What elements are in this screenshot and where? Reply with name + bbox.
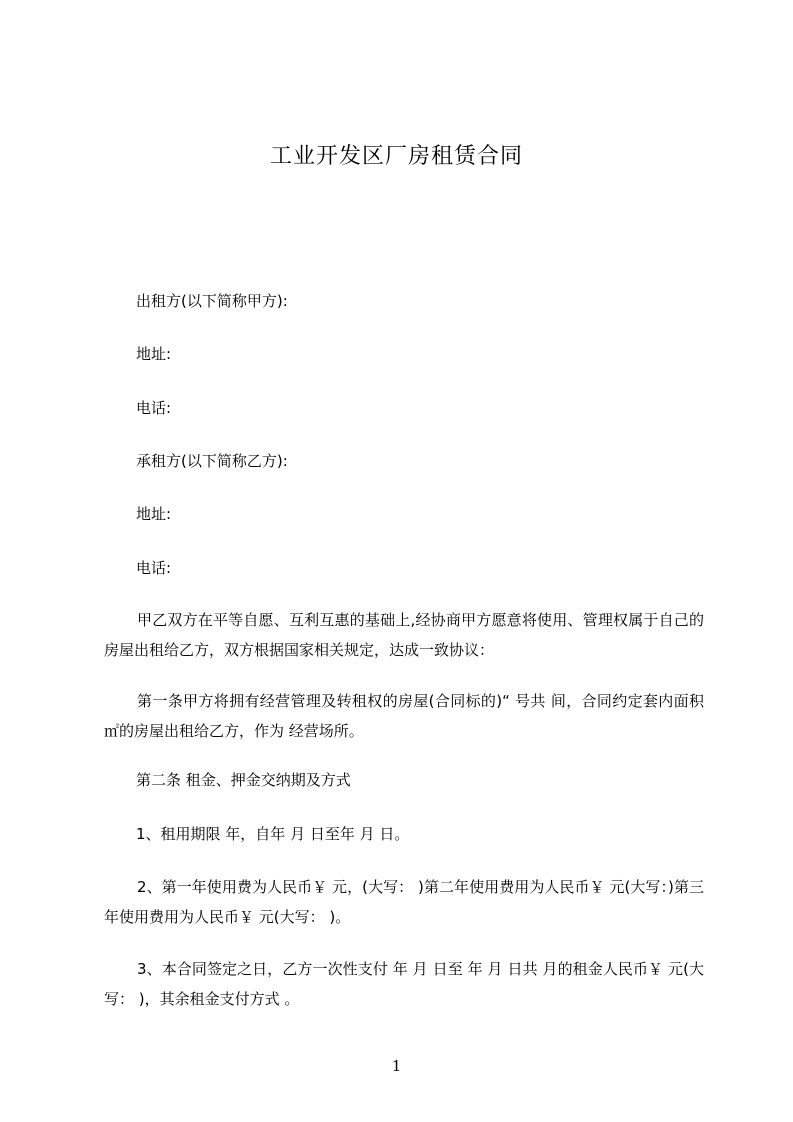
lessor-address-label: 地址: xyxy=(136,345,172,363)
clause-1: 1、租用期限 年，自年 月 日至年 月 日。 xyxy=(136,825,410,843)
clause-2-paragraph: 2、第一年使用费为人民币￥ 元，(大写： )第二年使用费用为人民币￥ 元(大写：)第三年使用费用为人民币￥ 元(大写： )。 xyxy=(104,878,704,926)
article-1-paragraph: 第一条甲方将拥有经营管理及转租权的房屋(合同标的)“ 号共 间，合同约定套内面积 ㎡的房屋出租给乙方，作为 经营场所。 xyxy=(104,692,704,740)
lessee-address-label: 地址: xyxy=(136,505,172,523)
lessor-phone-label: 电话: xyxy=(136,399,172,417)
document-title: 工业开发区厂房租赁合同 xyxy=(269,144,523,169)
article-2-heading: 第二条 租金、押金交纳期及方式 xyxy=(136,771,351,789)
clause-3-paragraph: 3、本合同签定之日，乙方一次性支付 年 月 日至 年 月 日共 月的租金人民币￥ 元(大写： )，其余租金支付方式 。 xyxy=(104,960,704,1008)
lessee-phone-label: 电话: xyxy=(136,559,172,577)
lessor-label: 出租方(以下简称甲方): xyxy=(136,292,288,310)
page-number: 1 xyxy=(391,1057,402,1075)
intro-paragraph: 甲乙双方在平等自愿、互利互惠的基础上,经协商甲方愿意将使用、管理权属于自己的房屋出租给乙方，双方根据国家相关规定，达成一致协议： xyxy=(104,611,704,659)
lessee-label: 承租方(以下简称乙方): xyxy=(136,452,288,470)
